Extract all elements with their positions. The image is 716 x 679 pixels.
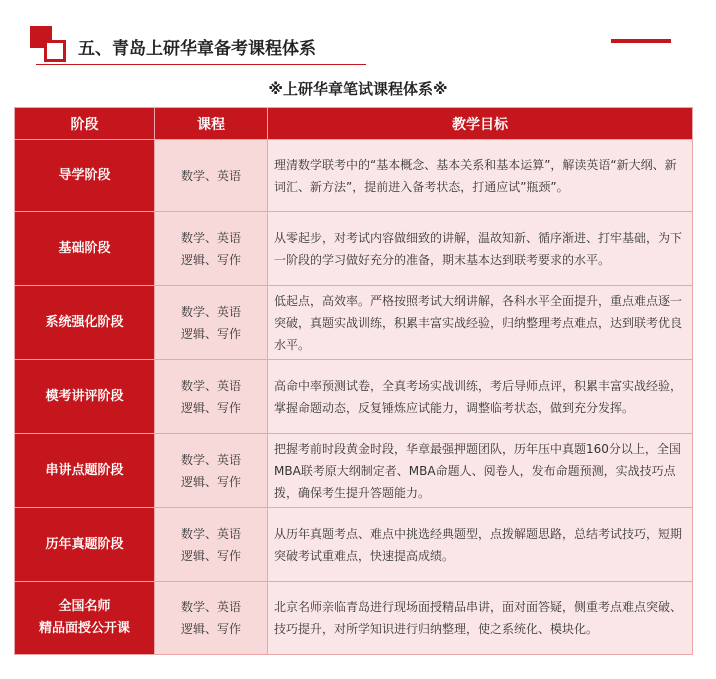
course-label: 逻辑、写作 [180, 548, 241, 563]
table-row [15, 360, 693, 434]
stage-cell [15, 286, 155, 360]
stage-cell [15, 582, 155, 655]
course-label: 逻辑、写作 [180, 622, 241, 636]
course-label: 数学、英语 [180, 378, 241, 393]
stage-cell [15, 140, 155, 212]
course-cell [155, 434, 268, 508]
course-cell [155, 286, 268, 360]
stage-cell [15, 360, 155, 434]
section-logo [30, 26, 70, 66]
stage-label: 模考讲评阶段 [45, 388, 124, 404]
stage-label: 系统强化阶段 [45, 314, 124, 330]
course-label: 数学、英语 [180, 168, 241, 183]
column-header-goal: 教学目标 [268, 108, 693, 140]
column-header-course: 课程 [155, 108, 268, 140]
stage-cell [15, 212, 155, 286]
section-title: 五、青岛上研华章备考课程体系 [78, 39, 316, 59]
section-underline [36, 64, 366, 65]
stage-label: 全国名师 [58, 599, 111, 614]
goal-cell: 高命中率预测试卷，全真考场实战训练，考后导师点评，积累丰富实战经验，掌握命题动态，反复锤炼应试能力，调整临考状态，做到充分发挥。 [268, 360, 693, 434]
course-label: 数学、英语 [180, 452, 241, 467]
goal-cell: 低起点，高效率。严格按照考试大纲讲解，各科水平全面提升，重点难点逐一突破，真题实战训练，积累丰富实战经验，归纳整理考点难点，达到联考优良水平。 [268, 286, 693, 360]
goal-cell: 从历年真题考点、难点中挑选经典题型，点拨解题思路，总结考试技巧，短期突破考试重难点，快速提高成绩。 [268, 508, 693, 582]
table-row [15, 508, 693, 582]
table-row [15, 434, 693, 508]
logo-square-outline [44, 40, 66, 62]
goal-cell: 从零起步，对考试内容做细致的讲解，温故知新、循序渐进、打牢基础，为下一阶段的学习做好充分的准备，期末基本达到联考要求的水平。 [268, 212, 693, 286]
table-title: ※上研华章笔试课程体系※ [268, 80, 448, 98]
table-row [15, 212, 693, 286]
column-header-stage: 阶段 [15, 108, 155, 140]
stage-cell [15, 508, 155, 582]
course-cell [155, 508, 268, 582]
stage-cell [15, 434, 155, 508]
course-cell [155, 582, 268, 655]
stage-label: 精品面授公开课 [38, 621, 130, 636]
goal-cell: 理清数学联考中的“基本概念、基本关系和基本运算”，解读英语“新大纲、新词汇、新方法”，提前进入备考状态，打通应试”瓶颈”。 [268, 140, 693, 212]
stage-label: 历年真题阶段 [45, 536, 124, 552]
table-row [15, 582, 693, 655]
table-row [15, 140, 693, 212]
course-table [14, 107, 693, 655]
table-header-row [15, 108, 693, 140]
stage-label: 导学阶段 [58, 167, 111, 183]
course-label: 数学、英语 [180, 526, 241, 541]
course-label: 数学、英语 [180, 230, 241, 245]
goal-cell: 把握考前时段黄金时段，华章最强押题团队，历年压中真题160分以上，全国MBA联考原大纲制定者、MBA命题人、阅卷人，发布命题预测，实战技巧点拨，确保考生提升答题能力。 [268, 434, 693, 508]
table-row [15, 286, 693, 360]
course-label: 数学、英语 [180, 600, 241, 614]
stage-label: 串讲点题阶段 [45, 462, 124, 478]
stage-label: 基础阶段 [58, 240, 111, 256]
course-label: 数学、英语 [180, 304, 241, 319]
course-label: 逻辑、写作 [180, 400, 241, 415]
course-cell [155, 212, 268, 286]
goal-cell: 北京名师亲临青岛进行现场面授精品串讲，面对面答疑，侧重考点难点突破、技巧提升，对所学知识进行归纳整理，使之系统化、模块化。 [268, 582, 693, 655]
decorative-bar [611, 39, 671, 43]
course-label: 逻辑、写作 [180, 474, 241, 489]
course-cell [155, 360, 268, 434]
course-cell [155, 140, 268, 212]
course-label: 逻辑、写作 [180, 326, 241, 341]
course-label: 逻辑、写作 [180, 252, 241, 267]
